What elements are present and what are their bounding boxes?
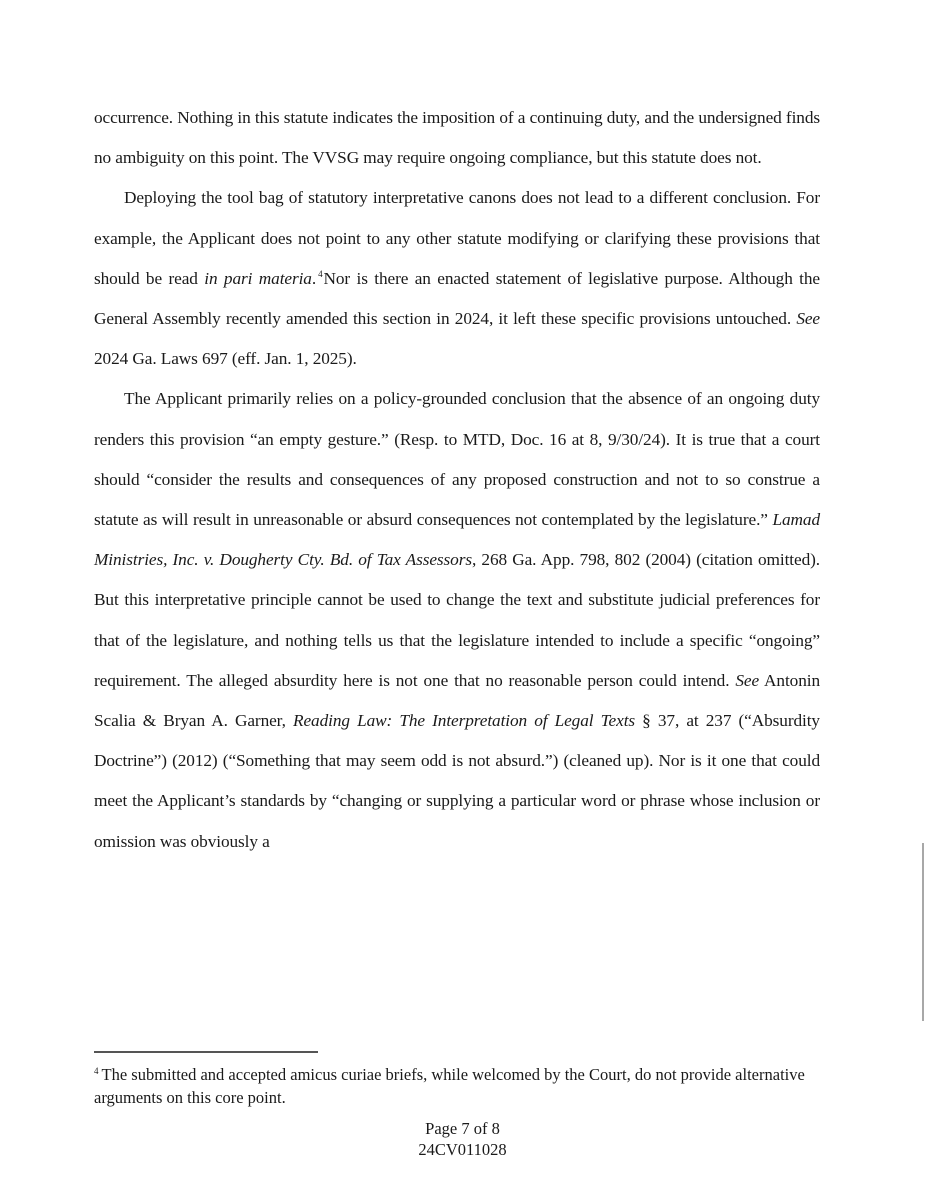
- italic-text: Lamad Ministries, Inc. v. Dougherty Cty. Bd. of Tax Assessors: [94, 510, 820, 570]
- footnote-reference[interactable]: 4: [318, 268, 323, 279]
- italic-text: See: [796, 309, 820, 329]
- paragraph: [94, 379, 820, 861]
- scrollbar-thumb[interactable]: [922, 843, 924, 1021]
- text-run: Antonin Scalia & Bryan A. Garner,: [94, 670, 820, 731]
- paragraph: [94, 178, 820, 379]
- italic-text: Reading Law: The Interpretation of Legal Texts: [293, 711, 636, 731]
- text-run: The Applicant primarily relies on a policy-grounded conclusion that the absence of an ongoing duty renders this provision “an empty gesture.” (Resp. to MTD, Doc. 16 at 8, 9/30/24). It is true that a court should “consider the results and consequences of any proposed construction and not to so construe a statute as will result in unreasonable or absurd consequences not contemplated by the legislature.”: [94, 389, 820, 530]
- footnote-number: 4: [94, 1066, 99, 1076]
- footnote-separator: [94, 1051, 318, 1053]
- text-run: .: [311, 268, 317, 288]
- text-run: occurrence. Nothing in this statute indicates the imposition of a continuing duty, and the undersigned finds no ambiguity on this point. The VVSG may require ongoing compliance, but this statute does not.: [94, 108, 820, 168]
- text-run: Nor is there an enacted statement of legislative purpose. Although the General Assembly recently amended this section in 2024, it left these specific provisions untouched.: [94, 268, 820, 329]
- text-run: § 37, at 237 (“Absurdity Doctrine”) (2012) (“Something that may seem odd is not absurd.”) (cleaned up). Nor is it one that could meet the Applicant’s standards by “changing or supplying a particular word or phrase whose inclusion or omission was obviously a: [94, 711, 820, 851]
- paragraph: [94, 98, 820, 178]
- italic-text: See: [735, 670, 760, 690]
- italic-text: in pari materia: [204, 268, 312, 288]
- page-footer: [0, 1118, 925, 1160]
- text-run: , 268 Ga. App. 798, 802 (2004) (citation omitted). But this interpretative principle cannot be used to change the text and substitute judicial preferences for that of the legislature, and nothing tells us that the legislature intended to include a specific “ongoing” requirement. The alleged absurdity here is not one that no reasonable person could intend.: [94, 550, 820, 690]
- text-run: Deploying the tool bag of statutory interpretative canons does not lead to a different conclusion. For example, the Applicant does not point to any other statute modifying or clarifying these provisions that should be read: [94, 188, 820, 288]
- text-run: 2024 Ga. Laws 697 (eff. Jan. 1, 2025).: [94, 349, 357, 369]
- footnote-text: The submitted and accepted amicus curiae briefs, while welcomed by the Court, do not provide alternative arguments on this core point.: [94, 1065, 805, 1107]
- body-text: [94, 98, 820, 862]
- footnote: [94, 1063, 826, 1109]
- case-number: 24CV011028: [418, 1140, 507, 1159]
- page-number: Page 7 of 8: [425, 1119, 500, 1138]
